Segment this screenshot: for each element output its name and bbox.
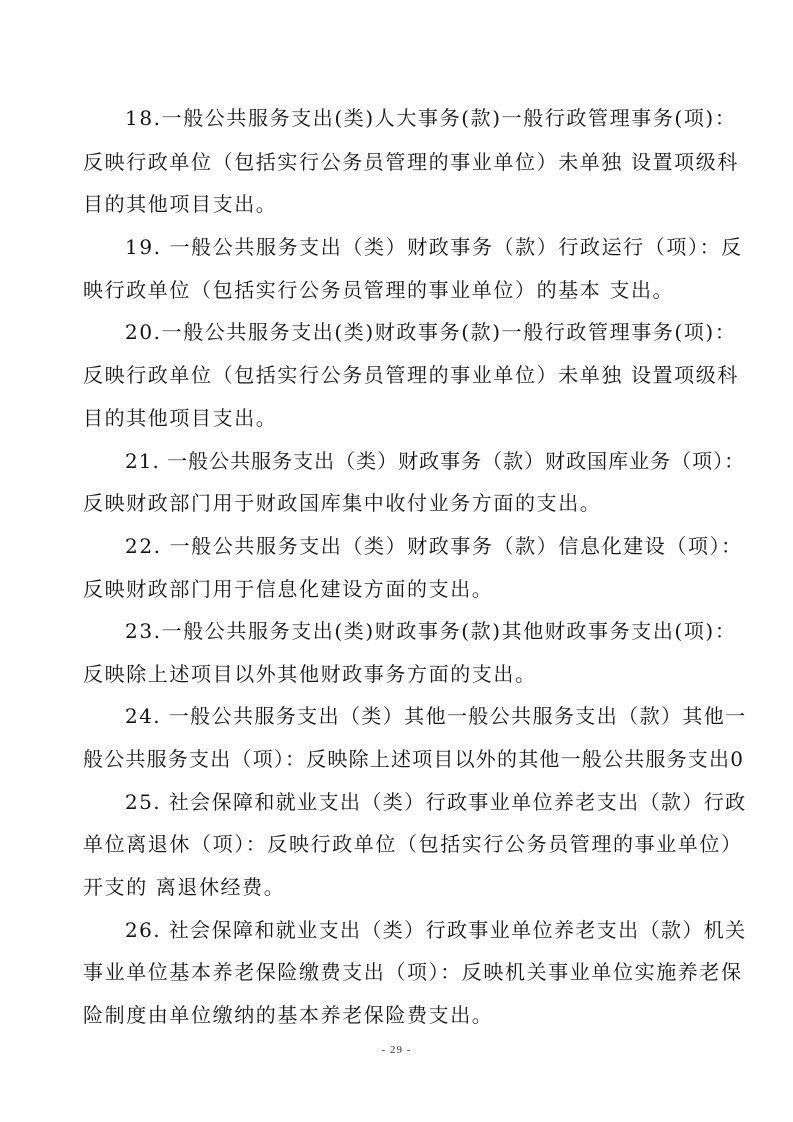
paragraph-26-line-1: 26. 社会保障和就业支出（类）行政事业单位养老支出（款）机关: [125, 918, 747, 942]
paragraph-18-line-3: 目的其他项目支出。: [83, 192, 278, 216]
paragraph-25-line-1: 25. 社会保障和就业支出（类）行政事业单位养老支出（款）行政: [125, 790, 747, 814]
paragraph-19-line-2: 映行政单位（包括实行公务员管理的事业单位）的基本 支出。: [83, 278, 675, 302]
paragraph-21-line-1: 21. 一般公共服务支出（类）财政事务（款）财政国库业务（项）：: [125, 449, 746, 473]
paragraph-23-line-2: 反映除上述项目以外其他财政事务方面的支出。: [83, 662, 537, 686]
paragraph-22-line-2: 反映财政部门用于信息化建设方面的支出。: [83, 577, 494, 601]
paragraph-19-line-1: 19. 一般公共服务支出（类）财政事务（款）行政运行（项）：反: [125, 235, 743, 259]
paragraph-18-line-1: 18.一般公共服务支出(类)人大事务(款)一般行政管理事务(项)：: [125, 106, 737, 130]
paragraph-26-line-3: 险制度由单位缴纳的基本养老保险费支出。: [83, 1003, 494, 1027]
paragraph-20-line-3: 目的其他项目支出。: [83, 406, 278, 430]
paragraph-25-line-3: 开支的 离退休经费。: [83, 875, 286, 899]
paragraph-20-line-1: 20.一般公共服务支出(类)财政事务(款)一般行政管理事务(项)：: [125, 320, 737, 344]
paragraph-22-line-1: 22. 一般公共服务支出（类）财政事务（款）信息化建设（项）：: [125, 534, 743, 558]
paragraph-21-line-2: 反映财政部门用于财政国库集中收付业务方面的支出。: [83, 491, 602, 515]
paragraph-26-line-2: 事业单位基本养老保险缴费支出（项）：反映机关事业单位实施养老保: [83, 960, 743, 984]
paragraph-18-line-2: 反映行政单位（包括实行公务员管理的事业单位）未单独 设置项级科: [83, 150, 739, 174]
paragraph-23-line-1: 23.一般公共服务支出(类)财政事务(款)其他财政事务支出(项)：: [125, 619, 737, 643]
paragraph-25-line-2: 单位离退休（项）：反映行政单位（包括实行公务员管理的事业单位）: [83, 832, 743, 856]
page-number: - 29 -: [381, 1044, 412, 1056]
paragraph-20-line-2: 反映行政单位（包括实行公务员管理的事业单位）未单独 设置项级科: [83, 363, 739, 387]
paragraph-24-line-2: 般公共服务支出（项）：反映除上述项目以外的其他一般公共服务支出0: [83, 747, 745, 771]
paragraph-24-line-1: 24. 一般公共服务支出（类）其他一般公共服务支出（款）其他一: [125, 704, 747, 728]
